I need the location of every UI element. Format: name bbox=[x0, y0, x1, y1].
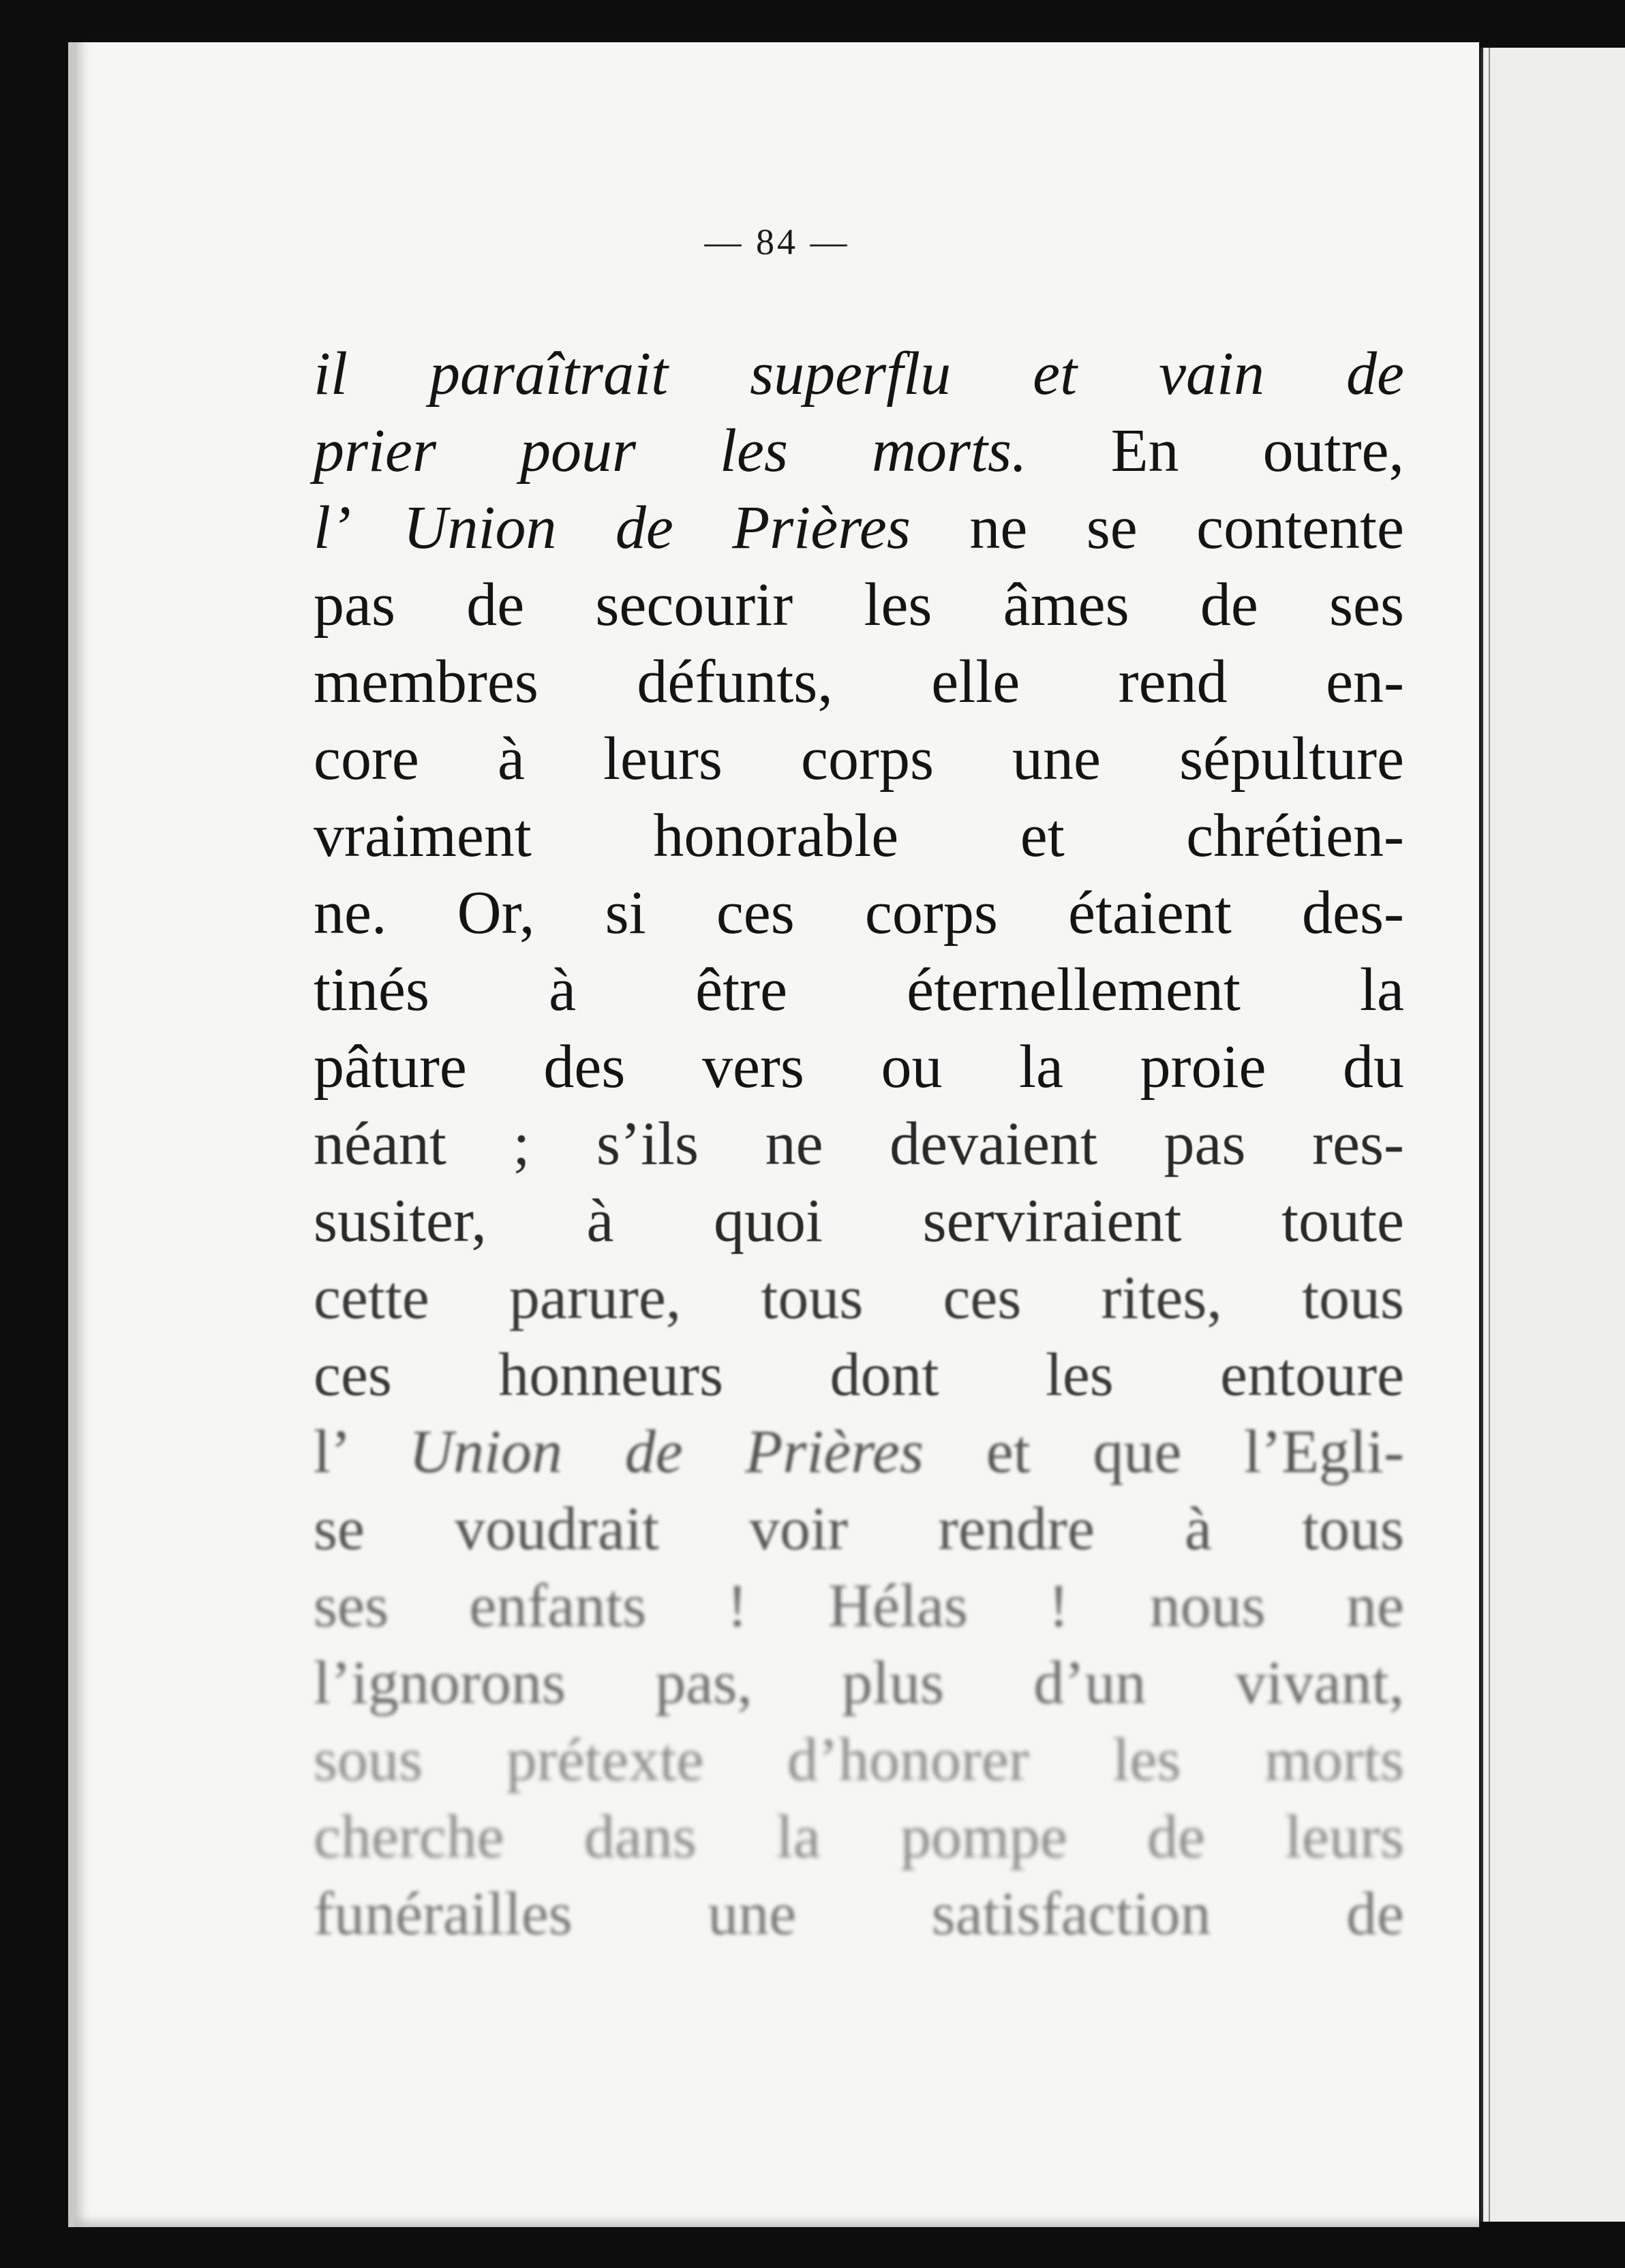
text-line: cherche dans la pompe de leurs bbox=[314, 1803, 1404, 1871]
text-line: cette parure, tous ces rites, tous bbox=[314, 1264, 1404, 1332]
text-line: susiter, à quoi serviraient toute bbox=[314, 1187, 1404, 1255]
text-line: il paraîtrait superflu et vain de bbox=[314, 340, 1404, 408]
text-line: ses enfants ! Hélas ! nous ne bbox=[314, 1572, 1404, 1640]
text-line: l’ Union de Prières ne se contente bbox=[314, 494, 1404, 562]
text-line: funérailles une satisfaction de bbox=[314, 1880, 1404, 1948]
page-sheet bbox=[68, 42, 1479, 2227]
body-text bbox=[314, 335, 1404, 1952]
text-line: néant ; s’ils ne devaient pas res- bbox=[314, 1110, 1404, 1178]
page-fold-rule bbox=[1489, 48, 1490, 2222]
text-line: pas de secourir les âmes de ses bbox=[314, 571, 1404, 639]
facing-page-edge bbox=[1480, 48, 1625, 2222]
text-line: ne. Or, si ces corps étaient des- bbox=[314, 879, 1404, 947]
text-line: tinés à être éternellement la bbox=[314, 956, 1404, 1024]
text-line: l’ignorons pas, plus d’un vivant, bbox=[314, 1649, 1404, 1717]
text-line: membres défunts, elle rend en- bbox=[314, 648, 1404, 716]
text-line: ces honneurs dont les entoure bbox=[314, 1341, 1404, 1409]
page-number: — 84 — bbox=[704, 221, 850, 262]
text-line: pâture des vers ou la proie du bbox=[314, 1033, 1404, 1101]
text-line: sous prétexte d’honorer les morts bbox=[314, 1726, 1404, 1794]
text-line: prier pour les morts. En outre, bbox=[314, 417, 1404, 485]
text-line: core à leurs corps une sépulture bbox=[314, 725, 1404, 793]
text-line: se voudrait voir rendre à tous bbox=[314, 1495, 1404, 1563]
text-line: l’ Union de Prières et que l’Egli- bbox=[314, 1418, 1404, 1486]
text-line: vraiment honorable et chrétien- bbox=[314, 802, 1404, 870]
